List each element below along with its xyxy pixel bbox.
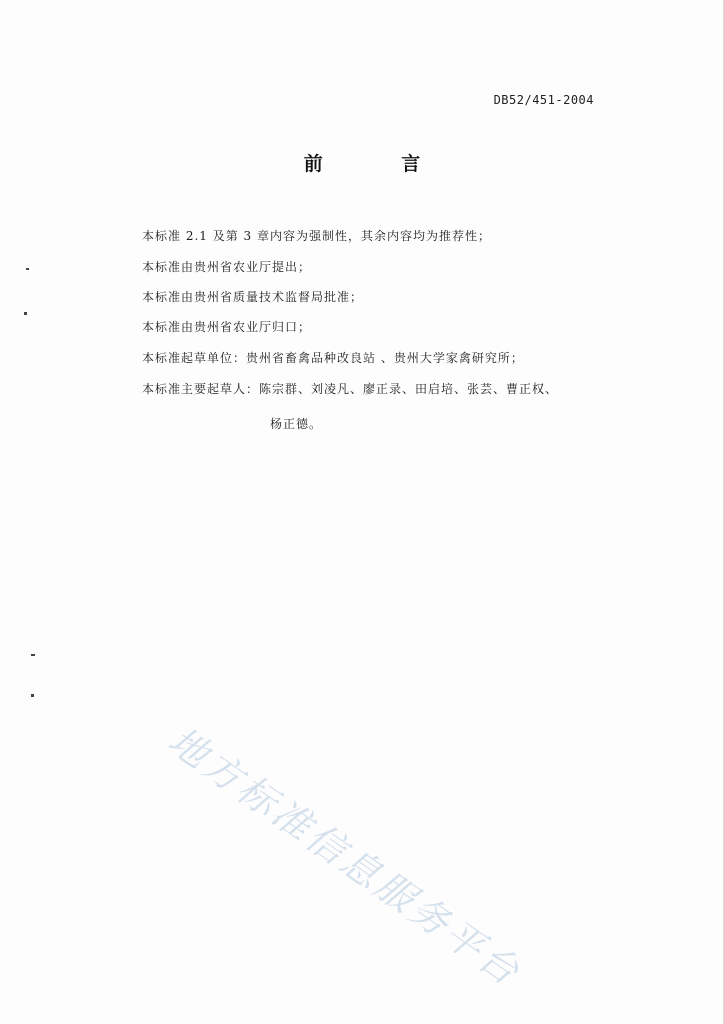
- paragraph-drafters-continued: 杨正德。: [270, 417, 323, 431]
- scan-speck: [31, 654, 35, 656]
- body-text: [142, 226, 612, 445]
- paragraph-drafters: 本标准主要起草人：陈宗群、刘凌凡、廖正录、田启培、张芸、曹正权、: [142, 382, 559, 396]
- scan-speck: [26, 268, 29, 270]
- paragraph-administrator: 本标准由贵州省农业厅归口；: [142, 320, 312, 334]
- scan-speck: [24, 312, 27, 315]
- scan-speck: [31, 694, 34, 697]
- watermark: 地方标准信息服务平台: [160, 718, 530, 996]
- paragraph-approver: 本标准由贵州省质量技术监督局批准；: [142, 290, 364, 304]
- paragraph-drafting-units: 本标准起草单位：贵州省畜禽品种改良站 、贵州大学家禽研究所；: [142, 351, 524, 365]
- paragraph-proposer: 本标准由贵州省农业厅提出；: [142, 260, 312, 274]
- document-code: DB52/451-2004: [493, 93, 594, 107]
- paragraph-mandatory-scope: 本标准 2.1 及第 3 章内容为强制性，其余内容均为推荐性；: [142, 229, 491, 243]
- page-title: 前 言: [303, 153, 457, 175]
